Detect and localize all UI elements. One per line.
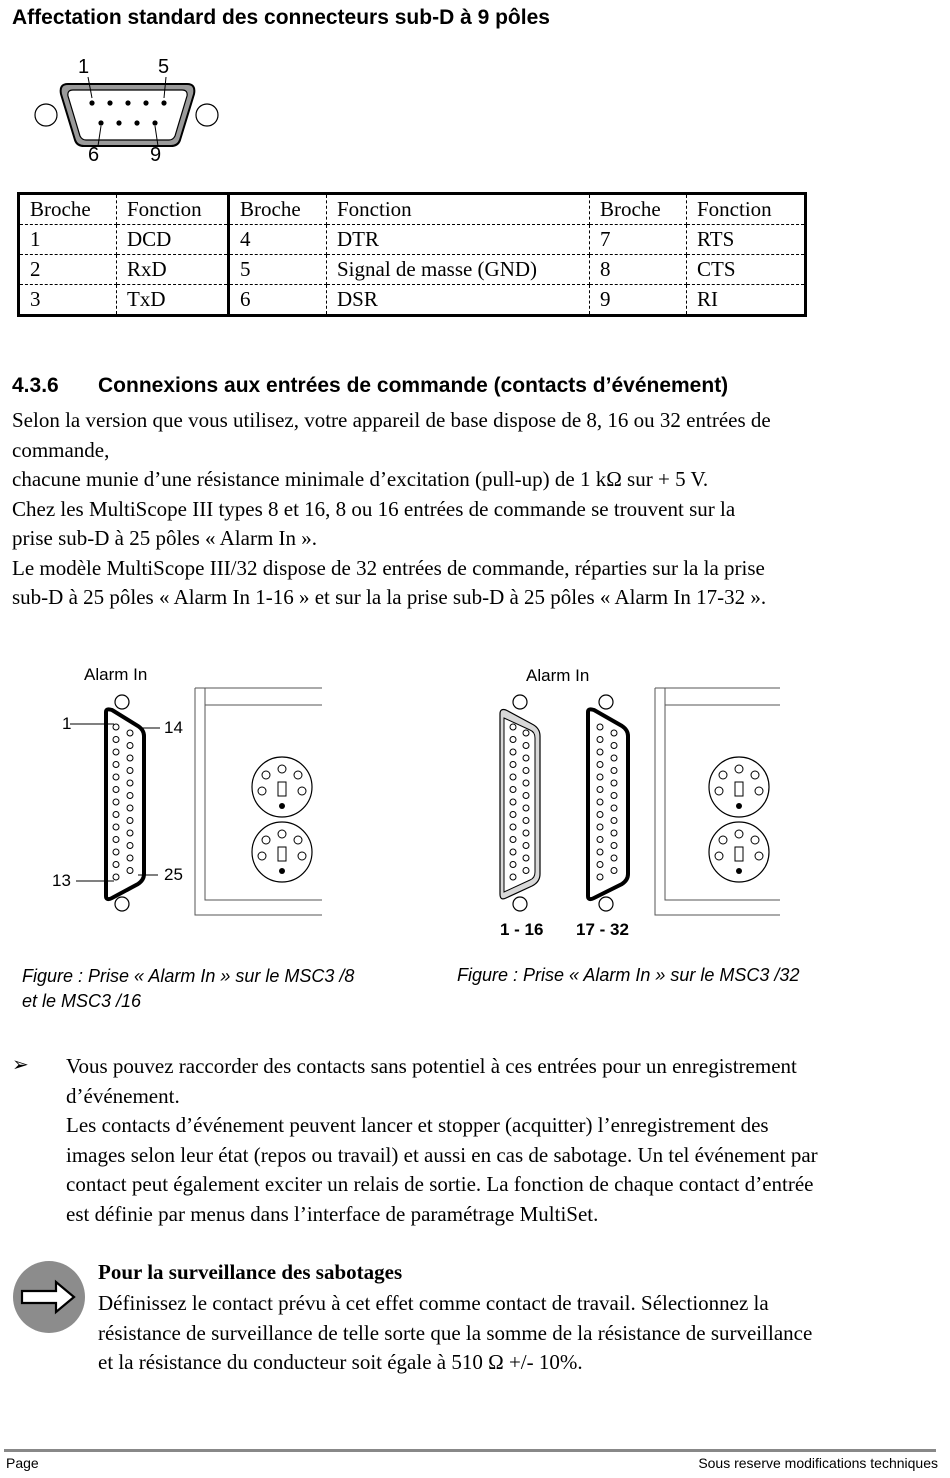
table-header-cell: Broche <box>229 194 327 225</box>
section-heading <box>12 374 728 398</box>
pin <box>523 855 529 861</box>
db9-connector-svg <box>30 56 225 168</box>
alarm-in-connector-svg <box>40 660 340 925</box>
pin <box>597 774 603 780</box>
pin <box>597 724 603 730</box>
paragraph-line: contact peut également exciter un relais de sortie. La fonction de chaque contact d’entrée <box>66 1172 814 1197</box>
pin <box>510 862 516 868</box>
pin <box>510 824 516 830</box>
mounting-hole-bottom <box>115 897 129 911</box>
table-cell: 3 <box>19 285 117 316</box>
table-cell: Signal de masse (GND) <box>327 255 590 285</box>
table-cell: 6 <box>229 285 327 316</box>
pin <box>523 830 529 836</box>
pin <box>510 837 516 843</box>
pin <box>611 805 617 811</box>
figure-title: Alarm In <box>84 665 148 684</box>
pin <box>113 724 119 730</box>
section-number: 4.3.6 <box>12 374 59 397</box>
label-connector-1-16: 1 - 16 <box>500 920 544 939</box>
caption-line: et le MSC3 /16 <box>22 991 142 1011</box>
pin <box>127 830 133 836</box>
db9-label-pin-9: 9 <box>150 144 162 166</box>
pin <box>523 743 529 749</box>
mounting-hole-b-bottom <box>599 897 613 911</box>
pin <box>113 799 119 805</box>
pin <box>611 743 617 749</box>
pin <box>510 849 516 855</box>
paragraph-line: d’événement. <box>66 1083 180 1108</box>
pin <box>510 762 516 768</box>
pin <box>127 730 133 736</box>
pin <box>510 724 516 730</box>
figure-title: Alarm In <box>526 666 590 685</box>
pin <box>597 799 603 805</box>
pin <box>127 755 133 761</box>
table-cell: TxD <box>117 285 229 316</box>
db9-connector-figure <box>30 56 225 168</box>
pin <box>597 787 603 793</box>
pin <box>127 818 133 824</box>
table-cell: RxD <box>117 255 229 285</box>
pin <box>127 793 133 799</box>
table-cell: 5 <box>229 255 327 285</box>
pin <box>113 762 119 768</box>
paragraph-line: prise sub-D à 25 pôles « Alarm In ». <box>12 526 318 550</box>
table-cell: DCD <box>117 225 229 255</box>
pin <box>510 812 516 818</box>
pin <box>113 787 119 793</box>
mini-din-socket-top <box>252 757 312 817</box>
mounting-hole-a-top <box>513 695 527 709</box>
note-text <box>98 1289 812 1378</box>
pin <box>127 843 133 849</box>
table-cell: DTR <box>327 225 590 255</box>
pin <box>510 787 516 793</box>
paragraph-line: Chez les MultiScope III types 8 et 16, 8 ou 16 entrées de commande se trouvent sur la <box>12 496 736 521</box>
pin <box>113 874 119 880</box>
alarm-in-figure-right <box>490 660 790 945</box>
figure-caption-left <box>22 964 354 1014</box>
db9-label-pin-6: 6 <box>88 144 100 166</box>
caption-line: Figure : Prise « Alarm In » sur le MSC3 /8 <box>22 966 355 986</box>
db9-label-pin-5: 5 <box>158 56 170 78</box>
paragraph-line: et la résistance du conducteur soit égale à 510 Ω +/- 10%. <box>98 1350 583 1375</box>
pin <box>510 799 516 805</box>
pin <box>127 805 133 811</box>
pin <box>113 774 119 780</box>
pin <box>523 768 529 774</box>
pin <box>113 812 119 818</box>
db25-shell <box>106 709 144 899</box>
db9-label-pin-1: 1 <box>78 56 90 78</box>
db25-shell-17-32 <box>588 709 628 899</box>
section-title: Connexions aux entrées de commande (contacts d’événement) <box>98 374 729 397</box>
pin <box>510 874 516 880</box>
pin <box>127 868 133 874</box>
note-title: Pour la surveillance des sabotages <box>98 1260 403 1284</box>
paragraph-line: images selon leur état (repos ou travail) et aussi en cas de sabotage. Un tel événement par <box>66 1142 818 1167</box>
pin <box>597 749 603 755</box>
table-row <box>19 225 806 255</box>
pin <box>611 830 617 836</box>
paragraph-line: Les contacts d’événement peuvent lancer et stopper (acquitter) l’enregistrement des <box>66 1113 769 1138</box>
pin <box>611 843 617 849</box>
pin <box>510 749 516 755</box>
section-paragraph <box>12 406 771 613</box>
pin <box>523 843 529 849</box>
footer-divider <box>4 1449 936 1452</box>
pin <box>611 793 617 799</box>
mounting-hole-left <box>35 104 57 126</box>
paragraph-line: Selon la version que vous utilisez, votre appareil de base dispose de 8, 16 ou 32 entrées de <box>12 408 771 432</box>
pin <box>611 730 617 736</box>
db9-insert <box>68 90 187 140</box>
pin <box>127 780 133 786</box>
alarm-in-figure-left <box>40 660 340 925</box>
pin <box>597 862 603 868</box>
paragraph-line: Définissez le contact prévu à cet effet comme contact de travail. Sélectionnez la <box>98 1291 769 1315</box>
pin <box>523 793 529 799</box>
table-cell: RI <box>697 287 718 311</box>
paragraph-line: est définie par menus dans l’interface de paramétrage MultiSet. <box>66 1201 599 1226</box>
alarm-in-dual-connector-svg <box>490 660 790 945</box>
pin <box>611 780 617 786</box>
mini-din-socket-bottom <box>709 822 769 882</box>
pin <box>127 768 133 774</box>
bullet-paragraph <box>66 1052 818 1230</box>
label-connector-17-32: 17 - 32 <box>576 920 629 939</box>
pin <box>597 762 603 768</box>
caption-line: Figure : Prise « Alarm In » sur le MSC3 /32 <box>457 965 800 985</box>
bullet-arrow-icon: ➢ <box>12 1054 29 1076</box>
pin <box>127 855 133 861</box>
table-cell: 2 <box>19 255 117 285</box>
pin <box>113 837 119 843</box>
pin <box>611 868 617 874</box>
pin <box>597 737 603 743</box>
figure-caption-right <box>457 963 799 988</box>
table-cell: RTS <box>687 225 806 255</box>
label-pin-13: 13 <box>52 871 71 890</box>
table-row <box>19 285 806 316</box>
mounting-hole-right <box>196 104 218 126</box>
label-pin-14: 14 <box>164 718 183 737</box>
pin <box>523 805 529 811</box>
label-pin-25: 25 <box>164 865 183 884</box>
mini-din-socket-bottom <box>252 822 312 882</box>
table-cell: CTS <box>687 255 806 285</box>
pin-assignment-table <box>17 192 807 317</box>
paragraph-line: Vous pouvez raccorder des contacts sans potentiel à ces entrées pour un enregistrement <box>66 1054 797 1078</box>
pin <box>611 768 617 774</box>
pin <box>523 730 529 736</box>
table-cell: 9 <box>590 285 687 316</box>
label-pin-1: 1 <box>62 714 72 733</box>
db25-insert-1-16 <box>504 718 535 892</box>
table-cell: 7 <box>590 225 687 255</box>
table-header-cell: Fonction <box>687 194 806 225</box>
table-header-cell: Fonction <box>327 194 590 225</box>
table-cell: 8 <box>590 255 687 285</box>
mounting-hole-b-top <box>599 695 613 709</box>
table-header-cell: Broche <box>590 194 687 225</box>
pin <box>611 755 617 761</box>
pin <box>523 818 529 824</box>
footer-page-label: Page <box>6 1455 39 1471</box>
pin <box>113 862 119 868</box>
pin <box>127 743 133 749</box>
pin <box>523 780 529 786</box>
pin <box>597 824 603 830</box>
mounting-hole-a-bottom <box>513 897 527 911</box>
paragraph-line: sub-D à 25 pôles « Alarm In 1-16 » et sur la la prise sub-D à 25 pôles « Alarm In 17-32 ». <box>12 585 767 609</box>
arrow-right-icon <box>12 1260 86 1334</box>
pin <box>113 849 119 855</box>
pin <box>113 824 119 830</box>
pin <box>597 874 603 880</box>
pin <box>523 755 529 761</box>
paragraph-line: chacune munie d’une résistance minimale d’excitation (pull-up) de 1 kΩ sur + 5 V. <box>12 467 709 491</box>
table-cell: 4 <box>229 225 327 255</box>
pin <box>611 855 617 861</box>
paragraph-line: résistance de surveillance de telle sorte que la somme de la résistance de surveillance <box>98 1320 813 1345</box>
table-row <box>19 255 806 285</box>
table-cell: 1 <box>19 225 117 255</box>
page-heading: Affectation standard des connecteurs sub-D à 9 pôles <box>12 6 550 29</box>
pin <box>611 818 617 824</box>
pin <box>523 868 529 874</box>
pin <box>510 774 516 780</box>
paragraph-line: commande, <box>12 437 110 462</box>
table-header-cell: Fonction <box>117 194 229 225</box>
table-header-cell: Broche <box>19 194 117 225</box>
pin <box>597 849 603 855</box>
pin <box>113 737 119 743</box>
paragraph-line: Le modèle MultiScope III/32 dispose de 32 entrées de commande, réparties sur la la prise <box>12 555 765 580</box>
mounting-hole-top <box>115 695 129 709</box>
pin <box>597 812 603 818</box>
pin <box>113 749 119 755</box>
table-cell: DSR <box>327 285 590 316</box>
footer-disclaimer: Sous reserve modifications techniques <box>698 1455 938 1471</box>
pin <box>510 737 516 743</box>
table-header-row <box>19 194 806 225</box>
mini-din-socket-top <box>709 757 769 817</box>
pin <box>597 837 603 843</box>
